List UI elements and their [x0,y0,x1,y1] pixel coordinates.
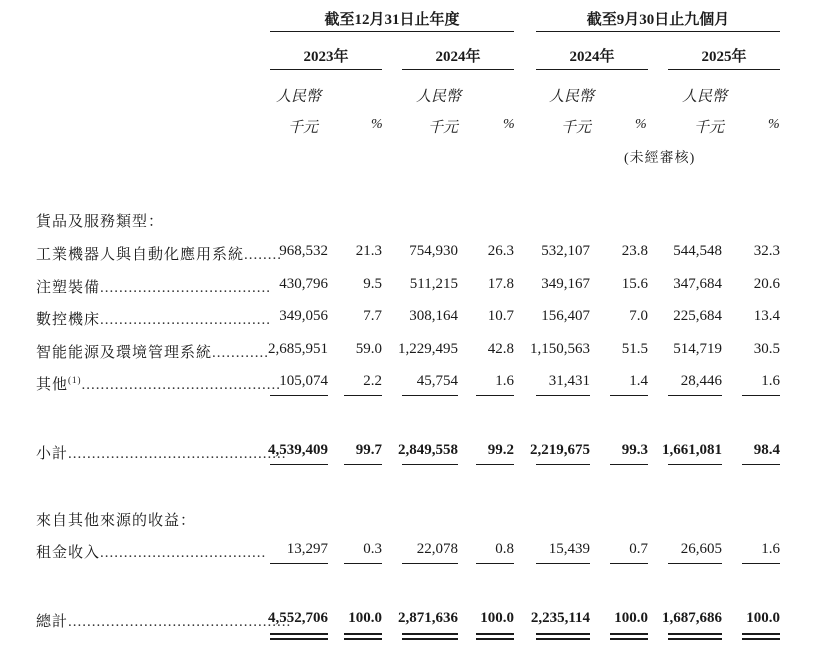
column-rule [668,464,722,465]
cell-pct: 51.5 [621,341,648,357]
subtotal-pct: 99.2 [487,442,514,458]
double-rule-top [270,633,328,635]
cell-value: 349,056 [279,308,328,324]
currency-rmb: 人民幣 [416,89,462,105]
double-rule-top [742,633,780,635]
subtotal-value: 1,661,081 [662,442,722,458]
total-pct: 100.0 [348,610,382,626]
year-header-2024-nine-months: 2024年 [569,49,615,65]
cell-value: 225,684 [673,308,722,324]
cell-value: 308,164 [409,308,458,324]
pct-header: % [503,117,515,132]
pct-header: % [768,117,780,132]
cell-pct: 30.5 [753,341,780,357]
cell-value: 31,431 [548,373,590,389]
year-header-2025: 2025年 [701,49,747,65]
column-rule [536,563,590,564]
column-rule [742,563,780,564]
unaudited-note: (未經審核) [624,151,696,166]
column-rule [270,563,328,564]
subtotal-value: 2,849,558 [398,442,458,458]
cell-value: 544,548 [673,243,722,259]
row-label: 其他$^{(1)}$.......................................... [36,375,282,393]
column-rule [536,395,590,396]
cell-value: 22,078 [416,541,458,557]
subtotal-value: 2,219,675 [530,442,590,458]
year-rule [536,69,648,70]
pct-header: % [371,117,383,132]
cell-value: 532,107 [541,243,590,259]
cell-value: 1,150,563 [530,341,590,357]
total-pct: 100.0 [746,610,780,626]
cell-value: 28,446 [680,373,722,389]
cell-value: 105,074 [279,373,328,389]
cell-value: 511,215 [409,276,458,292]
cell-value: 13,297 [286,541,328,557]
cell-pct: 15.6 [621,276,648,292]
column-rule [610,395,648,396]
subtotal-pct: 99.7 [355,442,382,458]
year-rule [668,69,780,70]
cell-value: 26,605 [680,541,722,557]
subtotal-pct: 99.3 [621,442,648,458]
double-rule-bottom [344,638,382,640]
cell-pct: 1.6 [761,373,780,389]
cell-pct: 10.7 [487,308,514,324]
double-rule-bottom [668,638,722,640]
column-rule [344,464,382,465]
year-header-2024: 2024年 [435,49,481,65]
header-group2-rule [536,31,780,32]
column-rule [402,464,458,465]
header-group-year-ended: 截至12月31日止年度 [324,12,460,28]
column-rule [536,464,590,465]
column-rule [476,563,514,564]
total-pct: 100.0 [480,610,514,626]
cell-pct: 9.5 [363,276,382,292]
total-value: 1,687,686 [662,610,722,626]
double-rule-bottom [536,638,590,640]
total-label: 總計............................................... [36,614,292,630]
cell-pct: 7.0 [629,308,648,324]
column-rule [742,395,780,396]
cell-value: 754,930 [409,243,458,259]
cell-pct: 26.3 [487,243,514,259]
double-rule-top [476,633,514,635]
cell-pct: 32.3 [753,243,780,259]
double-rule-bottom [742,638,780,640]
cell-value: 1,229,495 [398,341,458,357]
cell-pct: 21.3 [355,243,382,259]
currency-thousand: 千元 [561,120,592,136]
currency-thousand: 千元 [694,120,725,136]
header-group1-rule [270,31,514,32]
double-rule-top [536,633,590,635]
cell-value: 15,439 [548,541,590,557]
cell-pct: 20.6 [753,276,780,292]
header-group-nine-months: 截至9月30日止九個月 [586,12,730,28]
currency-rmb: 人民幣 [549,89,595,105]
year-rule [402,69,514,70]
double-rule-top [344,633,382,635]
column-rule [742,464,780,465]
cell-value: 514,719 [673,341,722,357]
double-rule-bottom [610,638,648,640]
column-rule [668,563,722,564]
subtotal-value: 4,539,409 [268,442,328,458]
year-rule [270,69,382,70]
cell-pct: 59.0 [355,341,382,357]
total-value: 2,871,636 [398,610,458,626]
cell-pct: 7.7 [363,308,382,324]
cell-pct: 2.2 [363,373,382,389]
cell-value: 968,532 [279,243,328,259]
cell-value: 2,685,951 [268,341,328,357]
double-rule-bottom [402,638,458,640]
total-pct: 100.0 [614,610,648,626]
cell-value: 156,407 [541,308,590,324]
section-title-other-sources: 來自其他來源的收益： [36,513,197,529]
cell-pct: 0.8 [495,541,514,557]
double-rule-top [610,633,648,635]
cell-pct: 42.8 [487,341,514,357]
double-rule-top [402,633,458,635]
row-label: 注塑裝備.................................... [36,280,272,296]
currency-thousand: 千元 [288,120,319,136]
double-rule-bottom [476,638,514,640]
subtotal-label: 小計.............................................. [36,446,287,462]
column-rule [476,395,514,396]
cell-value: 349,167 [541,276,590,292]
section-title-goods-services: 貨品及服務類型： [36,214,165,230]
rental-label: 租金收入................................... [36,545,267,561]
cell-value: 347,684 [673,276,722,292]
column-rule [610,464,648,465]
column-rule [344,563,382,564]
cell-pct: 1.6 [495,373,514,389]
cell-pct: 23.8 [621,243,648,259]
row-label: 智能能源及環境管理系統............ [36,345,270,361]
cell-pct: 13.4 [753,308,780,324]
double-rule-top [668,633,722,635]
column-rule [270,464,328,465]
cell-pct: 0.7 [629,541,648,557]
total-value: 4,552,706 [268,610,328,626]
currency-thousand: 千元 [428,120,459,136]
column-rule [402,563,458,564]
year-header-2023: 2023年 [303,49,349,65]
pct-header: % [635,117,647,132]
cell-pct: 17.8 [487,276,514,292]
column-rule [270,395,328,396]
double-rule-bottom [270,638,328,640]
column-rule [610,563,648,564]
column-rule [402,395,458,396]
subtotal-pct: 98.4 [753,442,780,458]
cell-value: 430,796 [279,276,328,292]
cell-pct: 0.3 [363,541,382,557]
column-rule [476,464,514,465]
column-rule [668,395,722,396]
cell-pct: 1.4 [629,373,648,389]
total-value: 2,235,114 [530,610,590,626]
row-label: 工業機器人與自動化應用系統........ [36,247,283,263]
currency-rmb: 人民幣 [276,89,322,105]
row-label: 數控機床.................................... [36,312,272,328]
currency-rmb: 人民幣 [682,89,728,105]
column-rule [344,395,382,396]
cell-value: 45,754 [416,373,458,389]
cell-pct: 1.6 [761,541,780,557]
